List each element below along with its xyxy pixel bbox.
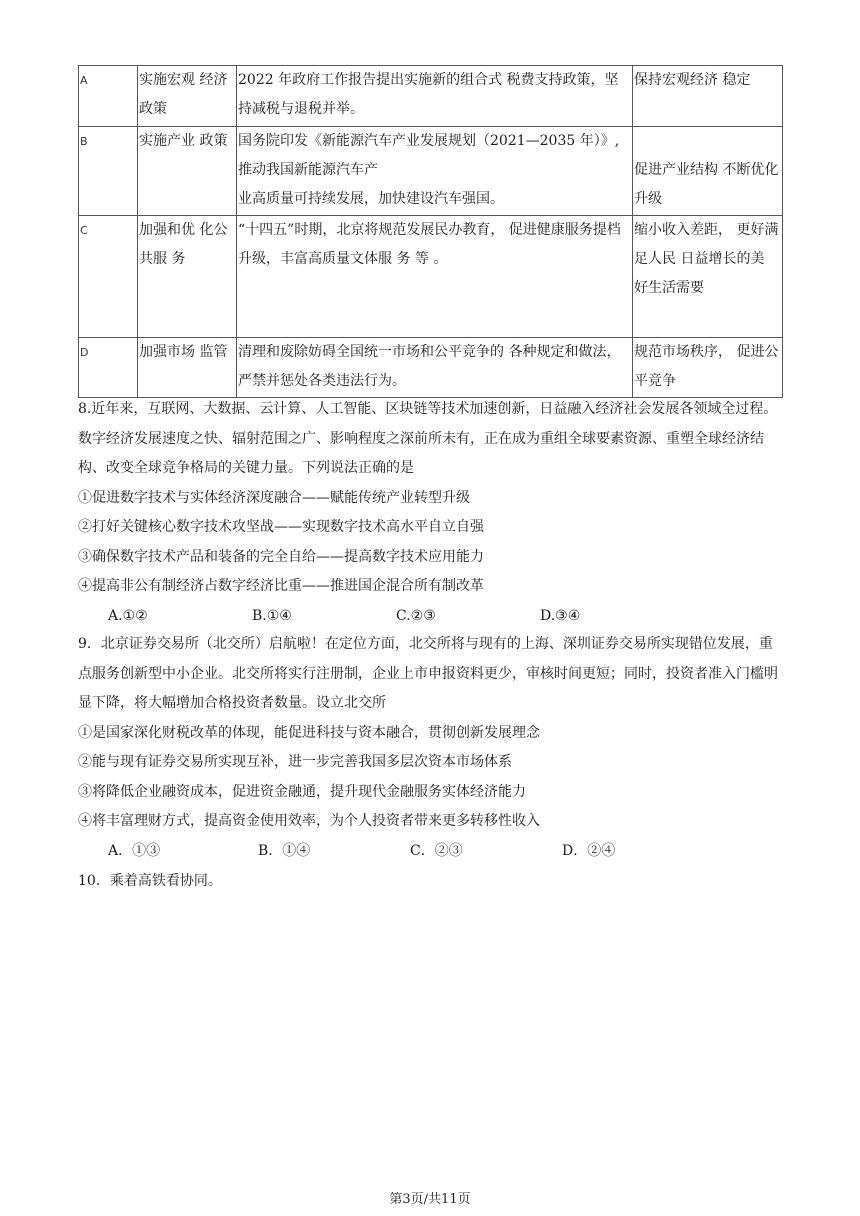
option-example: “十四五”时期，北京将规范发展民办教育， 促进健康服务提档升级，丰富高质量文体服 务 等 。 — [237, 216, 633, 338]
option-measure: 加强市场 监管 — [138, 338, 237, 398]
option-example: 2022 年政府工作报告提出实施新的组合式 税费支持政策，坚持减税与退税并举。 — [237, 66, 633, 127]
answer-choices — [78, 837, 784, 867]
option-effect: 规范市场秩序， 促进公平竞争 — [633, 338, 783, 398]
statement-item: ②打好关键核心数字技术攻坚战——实现数字技术高水平自立自强 — [78, 519, 484, 535]
statement-item: ①是国家深化财税改革的体现，能促进科技与资本融合，贯彻创新发展理念 — [78, 724, 540, 741]
example-line: 国务院印发《新能源汽车产业发展规划（2021—2035 年）》, — [238, 133, 620, 149]
question-9 — [78, 630, 784, 867]
page-footer: 第3页/共11页 — [389, 1192, 471, 1207]
choice-a[interactable]: A.①② — [108, 607, 148, 624]
statement-item: ④提高非公有制经济占数字经济比重——推进国企混合所有制改革 — [78, 578, 484, 594]
choice-b[interactable]: B.①④ — [252, 607, 292, 624]
statement-item: ②能与现有证券交易所实现互补，进一步完善我国多层次资本市场体系 — [78, 754, 512, 770]
option-effect-text: 促进产业结构 不断优化升级 — [634, 162, 779, 207]
option-measure: 实施宏观 经济政策 — [138, 66, 237, 127]
statement-item: ①促进数字技术与实体经济深度融合——赋能传统产业转型升级 — [78, 489, 470, 506]
option-letter: A — [79, 66, 138, 127]
option-example — [237, 127, 633, 216]
table-row — [79, 338, 783, 398]
choice-d[interactable]: D．②④ — [562, 842, 616, 859]
choice-c[interactable]: C.②③ — [396, 607, 436, 624]
option-measure: 实施产业 政策 — [138, 127, 237, 216]
option-effect: 缩小收入差距， 更好满足人民 日益增长的美 好生活需要 — [633, 216, 783, 338]
choice-c[interactable]: C．②③ — [410, 842, 463, 859]
option-effect: 保持宏观经济 稳定 — [633, 66, 783, 127]
question-10 — [78, 867, 784, 897]
choice-d[interactable]: D.③④ — [540, 607, 581, 624]
option-letter: C — [79, 216, 138, 338]
option-letter: D — [79, 338, 138, 398]
example-line: 业高质量可持续发展，加快建设汽车强国。 — [238, 191, 504, 207]
option-measure: 加强和优 化公共服 务 — [138, 216, 237, 338]
statement-item: ③确保数字技术产品和装备的完全自给——提高数字技术应用能力 — [78, 548, 484, 565]
choice-a[interactable]: A．①③ — [108, 842, 161, 859]
options-table — [78, 65, 783, 398]
option-letter: B — [79, 127, 138, 216]
statement-item: ③将降低企业融资成本，促进资金融通，提升现代金融服务实体经济能力 — [78, 783, 526, 800]
question-stem: 10．乘着高铁看协同。 — [78, 873, 222, 889]
table-row — [79, 216, 783, 338]
question-stem: 8.近年来，互联网、大数据、云计算、人工智能、区块链等技术加速创新，日益融入经济社会发展各领域全过程。数字经济发展速度之快、辐射范围之广、影响程度之深前所未有，正在成为重组全球要素资源、重塑全球经济结构、改变全球竞争格局的关键力量。下列说法正确的是 — [78, 401, 778, 476]
table-row — [79, 66, 783, 127]
answer-choices — [78, 602, 784, 632]
statement-item: ④将丰富理财方式，提高资金使用效率，为个人投资者带来更多转移性收入 — [78, 813, 540, 829]
table-row — [79, 127, 783, 216]
question-stem: 9．北京证券交易所（北交所）启航啦！在定位方面，北交所将与现有的上海、深圳证券交易所实现错位发展，重点服务创新型中小企业。北交所将实行注册制，企业上市申报资料更少，审核时间更短；同时，投资者准入门槛明显下降，将大幅增加合格投资者数量。设立北交所 — [78, 636, 778, 711]
question-8 — [78, 395, 784, 632]
choice-b[interactable]: B．①④ — [258, 842, 311, 859]
example-line: 推动我国新能源汽车产 — [238, 162, 378, 178]
option-example: 清理和废除妨碍全国统一市场和公平竞争的 各种规定和做法，严禁并惩处各类违法行为。 — [237, 338, 633, 398]
option-effect — [633, 127, 783, 216]
